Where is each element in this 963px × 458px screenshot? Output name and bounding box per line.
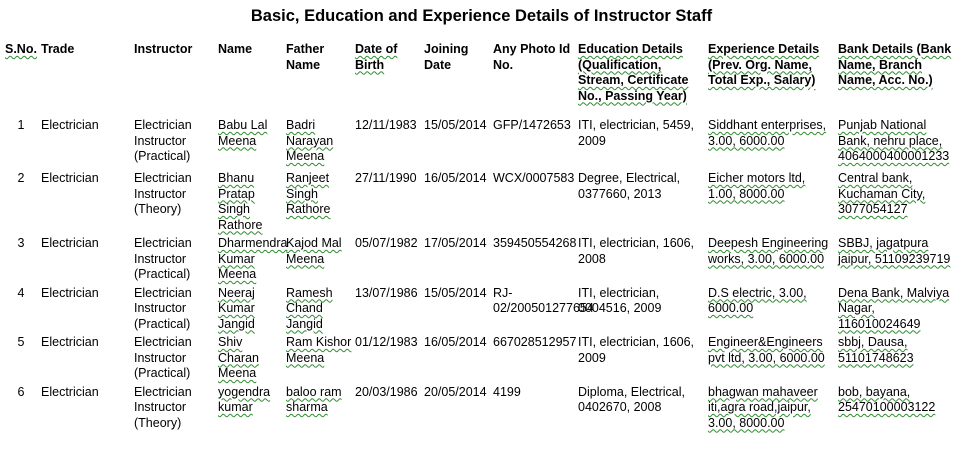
header-trade: Trade bbox=[41, 42, 75, 56]
sno-cell: 3 bbox=[17, 236, 25, 250]
experience-cell bbox=[706, 286, 836, 336]
trade-cell: Electrician bbox=[41, 285, 99, 300]
dob-cell: 01/12/1983 bbox=[355, 335, 418, 349]
education-cell: ITI, electrician, 5459, 2009 bbox=[578, 118, 695, 148]
trade-cell: Electrician bbox=[41, 335, 99, 349]
father-name-cell-text: Badri Narayan Meena bbox=[286, 118, 334, 163]
photo-id-cell: RJ-02/200501277654 bbox=[493, 285, 594, 315]
dob-cell: 12/11/1983 bbox=[355, 118, 417, 132]
header-father-name: Father Name bbox=[286, 42, 325, 72]
joining-date-cell: 15/05/2014 bbox=[424, 118, 487, 132]
bank-cell bbox=[836, 236, 960, 286]
education-cell: ITI, electrician, 1606, 2009 bbox=[578, 335, 695, 365]
table-row bbox=[3, 286, 960, 336]
name-cell bbox=[216, 118, 284, 171]
joining-date-cell: 15/05/2014 bbox=[424, 285, 487, 300]
father-name-cell bbox=[284, 286, 353, 336]
experience-cell-text: Eicher motors ltd, 1.00, 8000.00 bbox=[708, 171, 806, 201]
instructor-cell: Electrician Instructor (Theory) bbox=[134, 171, 192, 216]
sno-cell: 4 bbox=[17, 285, 25, 300]
sno-cell: 6 bbox=[17, 384, 25, 399]
joining-date-cell: 17/05/2014 bbox=[424, 236, 487, 250]
bank-cell-text: sbbj, Dausa, 51101748623 bbox=[838, 335, 914, 365]
father-name-cell-text: Kajod Mal Meena bbox=[286, 236, 342, 266]
father-name-cell bbox=[284, 171, 353, 236]
bank-cell-text: Punjab National Bank, nehru place, 4064000400001233 bbox=[838, 118, 950, 163]
name-cell-text: Shiv Charan Meena bbox=[218, 335, 259, 380]
father-name-cell bbox=[284, 118, 353, 171]
bank-cell-text: bob, bayana, 25470100003122 bbox=[838, 384, 936, 414]
father-name-cell-text: Ramesh Chand Jangid bbox=[286, 285, 333, 331]
father-name-cell bbox=[284, 236, 353, 286]
experience-cell-text: Siddhant enterprises, 3.00, 6000.00 bbox=[708, 118, 827, 148]
instructor-staff-table bbox=[3, 42, 960, 434]
experience-cell-text: D.S electric, 3.00, 6000.00 bbox=[708, 285, 807, 315]
header-education-details: Education Details (Qualification, Stream, Certificate No., Passing Year) bbox=[578, 42, 689, 103]
header-date-of-birth: Date of Birth bbox=[355, 42, 398, 72]
experience-cell-text: Deepesh Engineering works, 3.00, 6000.00 bbox=[708, 236, 829, 266]
table-row bbox=[3, 335, 960, 385]
name-cell-text: yogendra kumar bbox=[218, 384, 271, 414]
bank-cell-text: SBBJ, jagatpura jaipur, 51109239719 bbox=[838, 236, 951, 266]
father-name-cell-text: baloo ram sharma bbox=[286, 384, 342, 414]
photo-id-cell: WCX/0007583 bbox=[493, 171, 575, 185]
name-cell bbox=[216, 171, 284, 236]
experience-cell bbox=[706, 236, 836, 286]
instructor-cell: Electrician Instructor (Practical) bbox=[134, 118, 192, 163]
sno-cell: 2 bbox=[17, 171, 25, 185]
bank-cell bbox=[836, 385, 960, 435]
photo-id-cell: 4199 bbox=[493, 384, 521, 399]
sno-cell: 1 bbox=[17, 118, 25, 132]
dob-cell: 20/03/1986 bbox=[355, 384, 418, 399]
dob-cell: 05/07/1982 bbox=[355, 236, 418, 250]
photo-id-cell: GFP/1472653 bbox=[493, 118, 571, 132]
instructor-cell: Electrician Instructor (Practical) bbox=[134, 236, 192, 281]
document-title: Basic, Education and Experience Details of Instructor Staff bbox=[250, 7, 713, 25]
joining-date-cell: 16/05/2014 bbox=[424, 171, 487, 185]
name-cell bbox=[216, 385, 284, 435]
name-cell-text: Babu Lal Meena bbox=[218, 118, 268, 148]
education-cell: Degree, Electrical, 0377660, 2013 bbox=[578, 171, 681, 201]
photo-id-cell: 667028512957 bbox=[493, 335, 577, 349]
experience-cell bbox=[706, 335, 836, 385]
name-cell-text: Bhanu Pratap Singh Rathore bbox=[218, 171, 263, 232]
bank-cell bbox=[836, 286, 960, 336]
instructor-cell: Electrician Instructor (Practical) bbox=[134, 335, 192, 380]
instructor-cell: Electrician Instructor (Theory) bbox=[134, 384, 192, 430]
father-name-cell-text: Ranjeet Singh Rathore bbox=[286, 171, 331, 216]
joining-date-cell: 16/05/2014 bbox=[424, 335, 487, 349]
name-cell bbox=[216, 335, 284, 385]
instructor-cell: Electrician Instructor (Practical) bbox=[134, 285, 192, 331]
experience-cell-text: bhagwan mahaveer iti,agra road,jaipur, 3.00, 8000.00 bbox=[708, 384, 818, 430]
name-cell-text: Neeraj Kumar Jangid bbox=[218, 285, 255, 331]
name-cell bbox=[216, 236, 288, 286]
bank-cell bbox=[836, 335, 960, 385]
experience-cell bbox=[706, 385, 836, 435]
experience-cell bbox=[706, 118, 836, 171]
trade-cell: Electrician bbox=[41, 171, 99, 185]
bank-cell-text: Central bank, Kuchaman City, 3077054127 bbox=[838, 171, 926, 216]
header-joining-date: Joining Date bbox=[424, 42, 469, 72]
table-row bbox=[3, 171, 960, 236]
bank-cell-text: Dena Bank, Malviya Nagar, 116010024649 bbox=[838, 285, 950, 331]
header-instructor: Instructor bbox=[134, 42, 193, 56]
trade-cell: Electrician bbox=[41, 236, 99, 250]
father-name-cell-text: Ram Kishor Meena bbox=[286, 335, 352, 365]
table-row bbox=[3, 236, 960, 286]
header-row bbox=[3, 42, 960, 118]
trade-cell: Electrician bbox=[41, 118, 99, 132]
joining-date-cell: 20/05/2014 bbox=[424, 384, 487, 399]
trade-cell: Electrician bbox=[41, 384, 99, 399]
dob-cell: 13/07/1986 bbox=[355, 285, 418, 300]
table-row bbox=[3, 118, 960, 171]
name-cell bbox=[216, 286, 284, 336]
sno-cell: 5 bbox=[17, 335, 25, 349]
header-name: Name bbox=[218, 42, 253, 56]
header-bank-details: Bank Details (Bank Name, Branch Name, Acc. No.) bbox=[838, 42, 952, 87]
name-cell-text: Dharmendra Kumar Meena bbox=[218, 236, 288, 281]
table-row bbox=[3, 385, 960, 435]
bank-cell bbox=[836, 171, 960, 236]
header-experience-details: Experience Details (Prev. Org. Name, Total Exp., Salary) bbox=[708, 42, 820, 87]
header-photo-id: Any Photo Id No. bbox=[493, 42, 571, 72]
education-cell: Diploma, Electrical, 0402670, 2008 bbox=[578, 384, 685, 414]
experience-cell bbox=[706, 171, 836, 236]
bank-cell bbox=[836, 118, 960, 171]
education-cell: ITI, electrician, 1606, 2008 bbox=[578, 236, 695, 266]
photo-id-cell: 359450554268 bbox=[493, 236, 577, 250]
father-name-cell bbox=[284, 385, 353, 435]
education-cell: ITI, electrician, 0004516, 2009 bbox=[578, 285, 662, 315]
father-name-cell bbox=[284, 335, 353, 385]
dob-cell: 27/11/1990 bbox=[355, 171, 417, 185]
experience-cell-text: Engineer&Engineers pvt ltd, 3.00, 6000.00 bbox=[708, 335, 825, 365]
header-sno: S.No. bbox=[5, 42, 37, 56]
